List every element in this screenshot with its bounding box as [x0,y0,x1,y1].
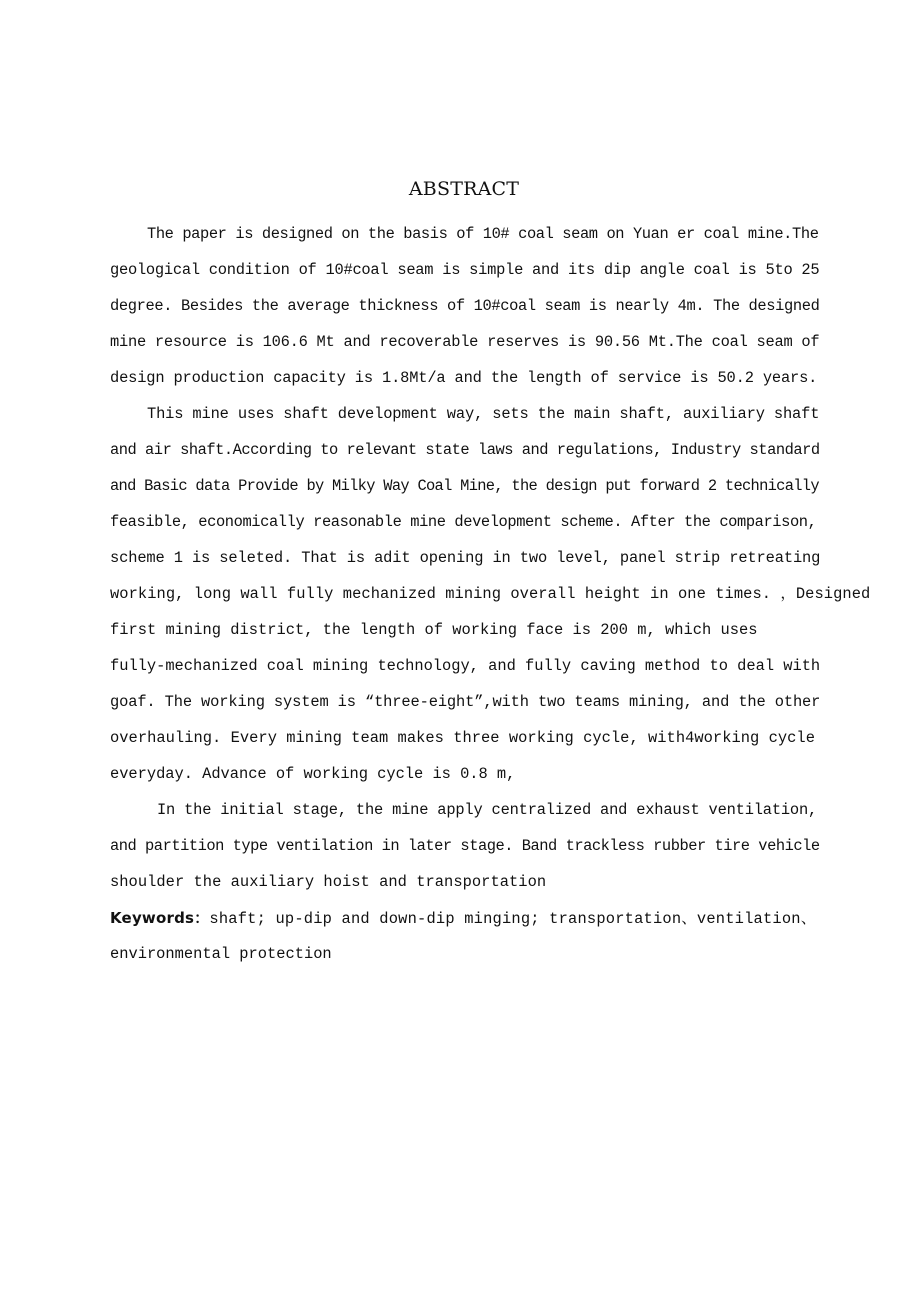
paragraph-1-line-2: geological condition of 10#coal seam is simple and its dip angle coal is 5to 25 [110,261,820,279]
paragraph-2-line-6: working, long wall fully mechanized mining overall height in one times. ，Designed [110,585,871,603]
paragraph-2-line-4: feasible, economically reasonable mine development scheme. After the comparison, [110,513,817,531]
paragraph-2-line-10: overhauling. Every mining team makes three working cycle, with4working cycle [110,729,815,747]
paragraph-2-line-8: fully-mechanized coal mining technology, and fully caving method to deal with [110,657,821,675]
paragraph-2-line-2: and air shaft.According to relevant state laws and regulations, Industry standard [110,441,820,459]
paragraph-2-line-3: and Basic data Provide by Milky Way Coal Mine, the design put forward 2 technically [110,477,819,495]
paragraph-2-line-9: goaf. The working system is “three-eight”,with two teams mining, and the other [110,693,821,711]
paragraph-2-line-7: first mining district, the length of working face is 200 m, which uses [110,621,758,639]
paragraph-2-line-5: scheme 1 is seleted. That is adit opening in two level, panel strip retreating [110,549,821,567]
keywords-text: shaft; up-dip and down-dip minging; transportation、ventilation、 [209,910,817,928]
paragraph-2-line-1: This mine uses shaft development way, sets the main shaft, auxiliary shaft [147,405,820,423]
paragraph-3-line-2: and partition type ventilation in later stage. Band trackless rubber tire vehicle [110,837,820,855]
keywords-line [110,908,816,929]
paragraph-1-line-4: mine resource is 106.6 Mt and recoverable reserves is 90.56 Mt.The coal seam of [110,333,820,351]
paragraph-1-line-3: degree. Besides the average thickness of 10#coal seam is nearly 4m. The designed [110,297,820,315]
paragraph-1-line-1: The paper is designed on the basis of 10# coal seam on Yuan er coal mine.The [147,225,819,243]
keywords-continued-line: environmental protection [110,945,332,963]
keywords-label: Keywords： [110,909,210,927]
abstract-title: ABSTRACT [408,178,520,200]
paragraph-3-line-1: In the initial stage, the mine apply centralized and exhaust ventilation, [157,801,818,819]
paragraph-1-line-5: design production capacity is 1.8Mt/a and the length of service is 50.2 years. [110,369,818,387]
paragraph-2-line-11: everyday. Advance of working cycle is 0.8 m, [110,765,516,783]
paragraph-3-line-3: shoulder the auxiliary hoist and transportation [110,873,547,891]
